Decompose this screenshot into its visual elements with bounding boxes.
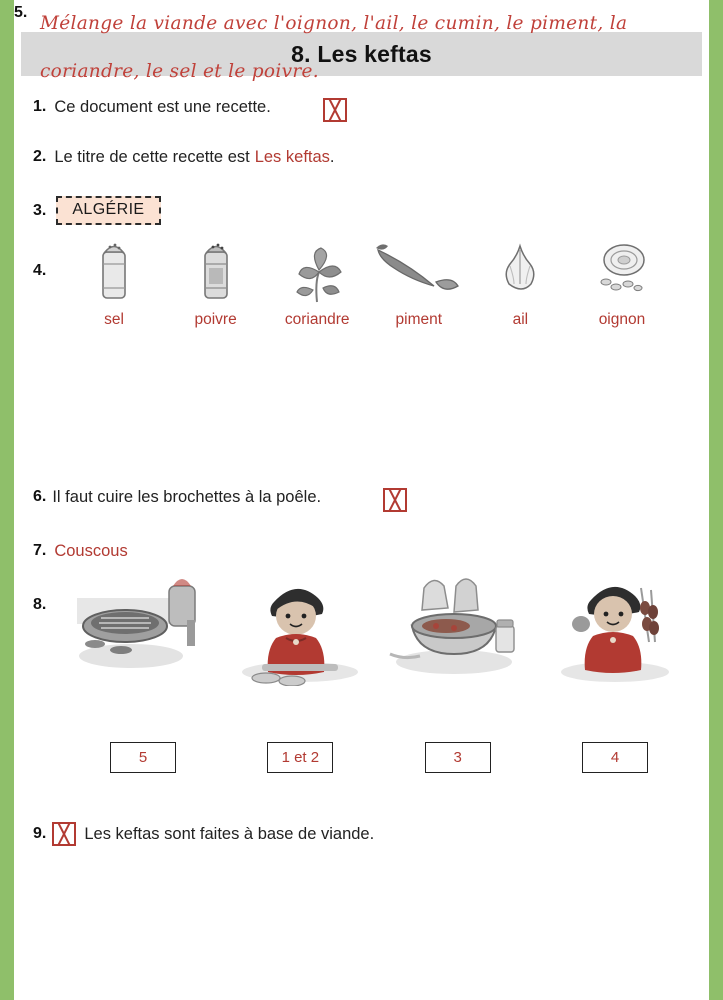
coriander-leaf-icon [273,232,361,304]
scene-boy-cutting-answer: 1 et 2 [267,742,333,773]
question-1-text: Ce document est une recette. [54,98,271,116]
scene-mixing-bowl-answer: 3 [425,742,491,773]
ingredient-ail-label: ail [512,311,529,328]
question-3 [33,196,161,226]
onion-icon [586,232,658,304]
ingredient-poivre-label: poivre [194,311,237,328]
ingredient-poivre [170,232,262,329]
scene-grill-answer: 5 [110,742,176,773]
question-1-checkbox[interactable] [323,98,347,122]
question-2-period: . [329,148,335,166]
question-3-answer: ALGÉRIE [56,196,160,225]
question-7-answer: Couscous [54,542,128,560]
scene-mixing-bowl-answer-box[interactable] [384,742,532,773]
page-edge-left [0,0,14,1000]
scene-boy-skewers-answer: 4 [582,742,648,773]
question-9 [33,822,693,846]
ingredient-piment-label: piment [395,311,443,328]
ingredient-list [68,232,668,329]
scene-boy-skewers-answer-box[interactable] [541,742,689,773]
ingredient-ail [474,232,566,329]
worksheet-content [14,0,709,1000]
scene-mixing-bowl [384,568,532,686]
scene-boy-skewers [541,568,689,686]
ingredient-oignon [576,232,668,329]
question-1-number: 1. [33,98,47,115]
scene-grill-answer-box[interactable] [69,742,217,773]
question-5-answer-line1: Mélange la viande avec l'oignon, l'ail, le cumin, le piment, la [40,13,628,34]
question-2-text: Le titre de cette recette est [54,148,250,166]
question-6 [33,488,693,512]
question-5-answer [40,0,680,96]
question-1 [33,98,673,122]
question-8-number: 8. [33,596,47,613]
pepper-shaker-icon [196,232,236,304]
question-9-checkbox[interactable] [52,822,76,846]
ingredient-coriandre-label: coriandre [284,311,350,328]
question-5-answer-line2: coriandre, le sel et le poivre. [40,61,319,82]
question-5-number: 5. [14,4,28,21]
ingredient-sel [68,232,160,329]
scene-boy-cutting [226,568,374,686]
page-title: 8. Les keftas [291,40,432,67]
scene-answer-boxes [69,742,689,773]
scene-images [69,568,689,686]
question-8 [33,596,46,614]
question-7-number: 7. [33,542,47,559]
question-2 [33,148,673,167]
question-2-answer: Les keftas [254,148,330,166]
question-3-number: 3. [33,202,47,219]
question-6-checkbox-wrap [383,488,407,512]
scene-grill [69,568,217,686]
question-4-number: 4. [33,262,47,279]
scene-boy-cutting-answer-box[interactable] [226,742,374,773]
ingredient-sel-label: sel [104,311,124,328]
question-9-number: 9. [33,825,47,842]
question-6-checkbox[interactable] [383,488,407,512]
ingredient-piment [373,232,465,329]
page-edge-right [709,0,723,1000]
question-6-text: Il faut cuire les brochettes à la poêle. [52,488,322,506]
ingredient-coriandre [271,232,363,329]
chili-pepper-icon [364,232,474,304]
garlic-icon [496,232,544,304]
question-7 [33,542,128,561]
ingredient-oignon-label: oignon [598,311,646,328]
question-2-number: 2. [33,148,47,165]
salt-shaker-icon [94,232,134,304]
question-9-text: Les keftas sont faites à base de viande. [84,824,375,843]
question-6-number: 6. [33,488,47,505]
